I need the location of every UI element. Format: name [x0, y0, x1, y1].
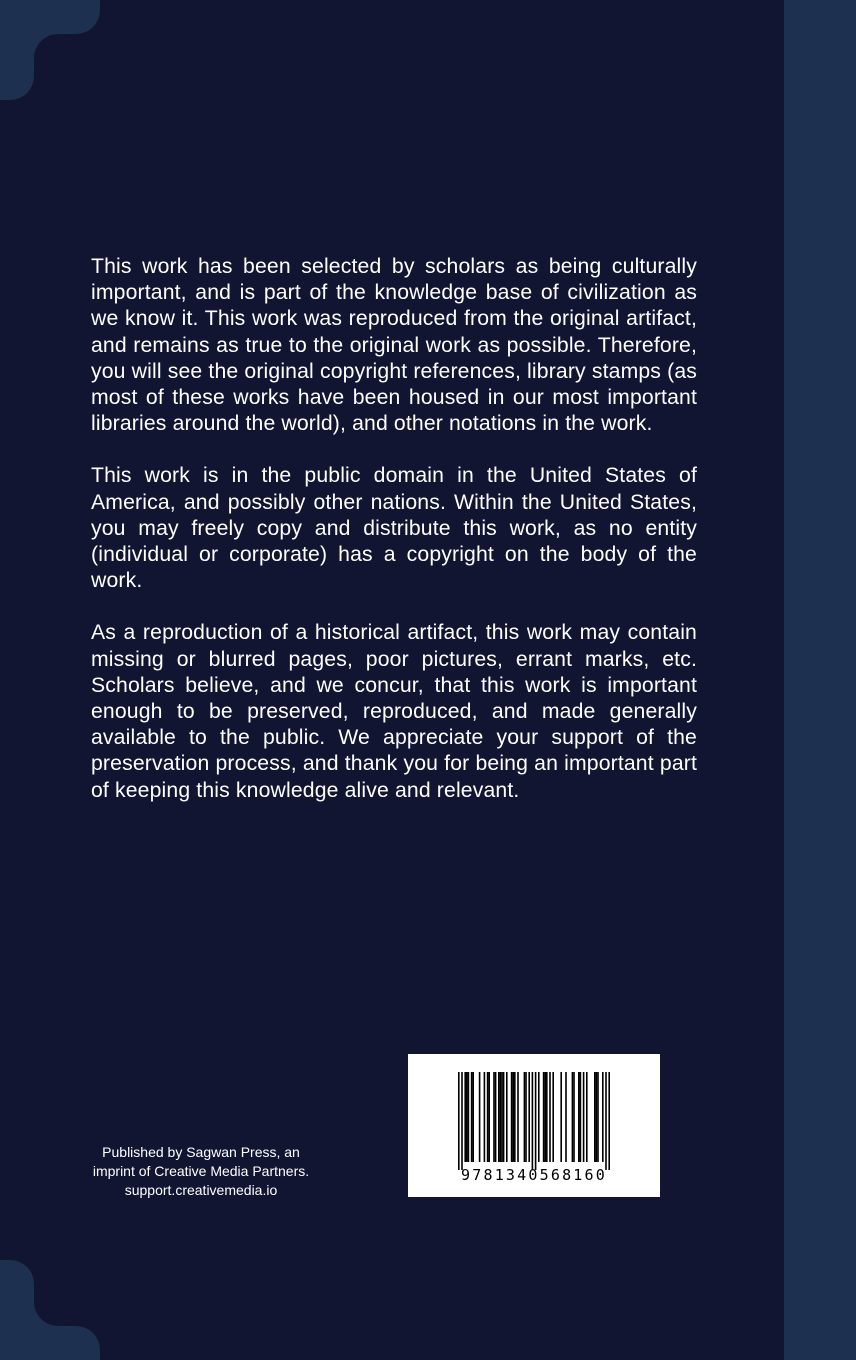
book-spine-edge [784, 0, 856, 1360]
barcode-bar [464, 1072, 466, 1162]
barcode-bar [512, 1072, 514, 1162]
back-cover-description [91, 254, 697, 804]
barcode-bar [597, 1072, 599, 1162]
barcode-bar [608, 1072, 610, 1170]
barcode-bar [484, 1072, 486, 1162]
barcode-bar [506, 1072, 508, 1162]
barcode-bar [528, 1072, 530, 1162]
description-paragraph-1: This work has been selected by scholars as being culturally important, and is part of the knowledge base of civilization as we know it. This work was reproduced from the original artifact, and remains as true to the original work as possible. Therefore, you will see the original copyright references, library stamps (as most of these works have been housed in our most important libraries around the world), and other notations in the work. [91, 255, 697, 436]
barcode-bar [552, 1072, 554, 1162]
barcode-digits: 9781340568160 [461, 1166, 607, 1184]
barcode-bar [461, 1072, 463, 1170]
barcode-bar [565, 1072, 567, 1162]
barcode-bar [468, 1072, 470, 1162]
barcode-bar [602, 1072, 604, 1162]
barcode-bar [517, 1072, 519, 1162]
barcode-bar [498, 1072, 500, 1162]
barcode-bar [487, 1072, 489, 1162]
barcode-bar [586, 1072, 588, 1162]
isbn-barcode [408, 1054, 660, 1197]
barcode-bar [458, 1072, 460, 1170]
barcode-bar [514, 1072, 516, 1162]
barcode-bar [572, 1072, 574, 1162]
barcode-bar [580, 1072, 582, 1162]
barcode-bar [573, 1072, 575, 1162]
publisher-line-2: imprint of Creative Media Partners. [92, 1163, 310, 1179]
barcode-bar [466, 1072, 468, 1162]
barcode-bar [596, 1072, 598, 1162]
barcode-bar [560, 1072, 562, 1162]
barcode-bar [543, 1072, 545, 1162]
publisher-imprint [72, 1143, 330, 1200]
barcode-bar [594, 1072, 596, 1162]
barcode-bar [488, 1072, 490, 1162]
publisher-line-1: Published by Sagwan Press, an [102, 1144, 300, 1160]
barcode-bar [525, 1072, 527, 1162]
barcode-bar [535, 1072, 537, 1170]
barcode-bar [532, 1072, 534, 1170]
barcode-bar [605, 1072, 607, 1170]
barcode-bar [544, 1072, 546, 1162]
barcode-bar [493, 1072, 495, 1162]
corner-ornament-bottom-left [0, 1260, 100, 1360]
barcode-bar [546, 1072, 548, 1162]
barcode-bar [524, 1072, 526, 1162]
barcode-bar [583, 1072, 585, 1162]
barcode-bar [500, 1072, 502, 1162]
barcode-bar [495, 1072, 497, 1162]
publisher-website: support.creativemedia.io [124, 1182, 278, 1198]
barcode-graphic [408, 1054, 660, 1197]
barcode-bar [471, 1072, 473, 1162]
barcode-bar [479, 1072, 481, 1162]
barcode-bar [511, 1072, 513, 1162]
barcode-bar [549, 1072, 551, 1162]
barcode-bar [501, 1072, 503, 1162]
barcode-bar [472, 1072, 474, 1162]
barcode-bar [538, 1072, 540, 1162]
corner-ornament-top-left [0, 0, 100, 100]
barcode-bar [578, 1072, 580, 1162]
description-paragraph-3: As a reproduction of a historical artifact, this work may contain missing or blurred pages, poor pictures, errant marks, etc. Scholars believe, and we concur, that this work is important enough to be preserved, reproduced, and made generally available to the public. We appreciate your support of the preservation process, and thank you for being an important part of keeping this knowledge alive and relevant. [91, 621, 697, 802]
description-paragraph-2: This work is in the public domain in the United States of America, and possibly other nations. Within the United States, you may freely copy and distribute this work, as no entity (individual or corporate) has a copyright on the body of the work. [91, 464, 697, 593]
barcode-bar [503, 1072, 505, 1162]
